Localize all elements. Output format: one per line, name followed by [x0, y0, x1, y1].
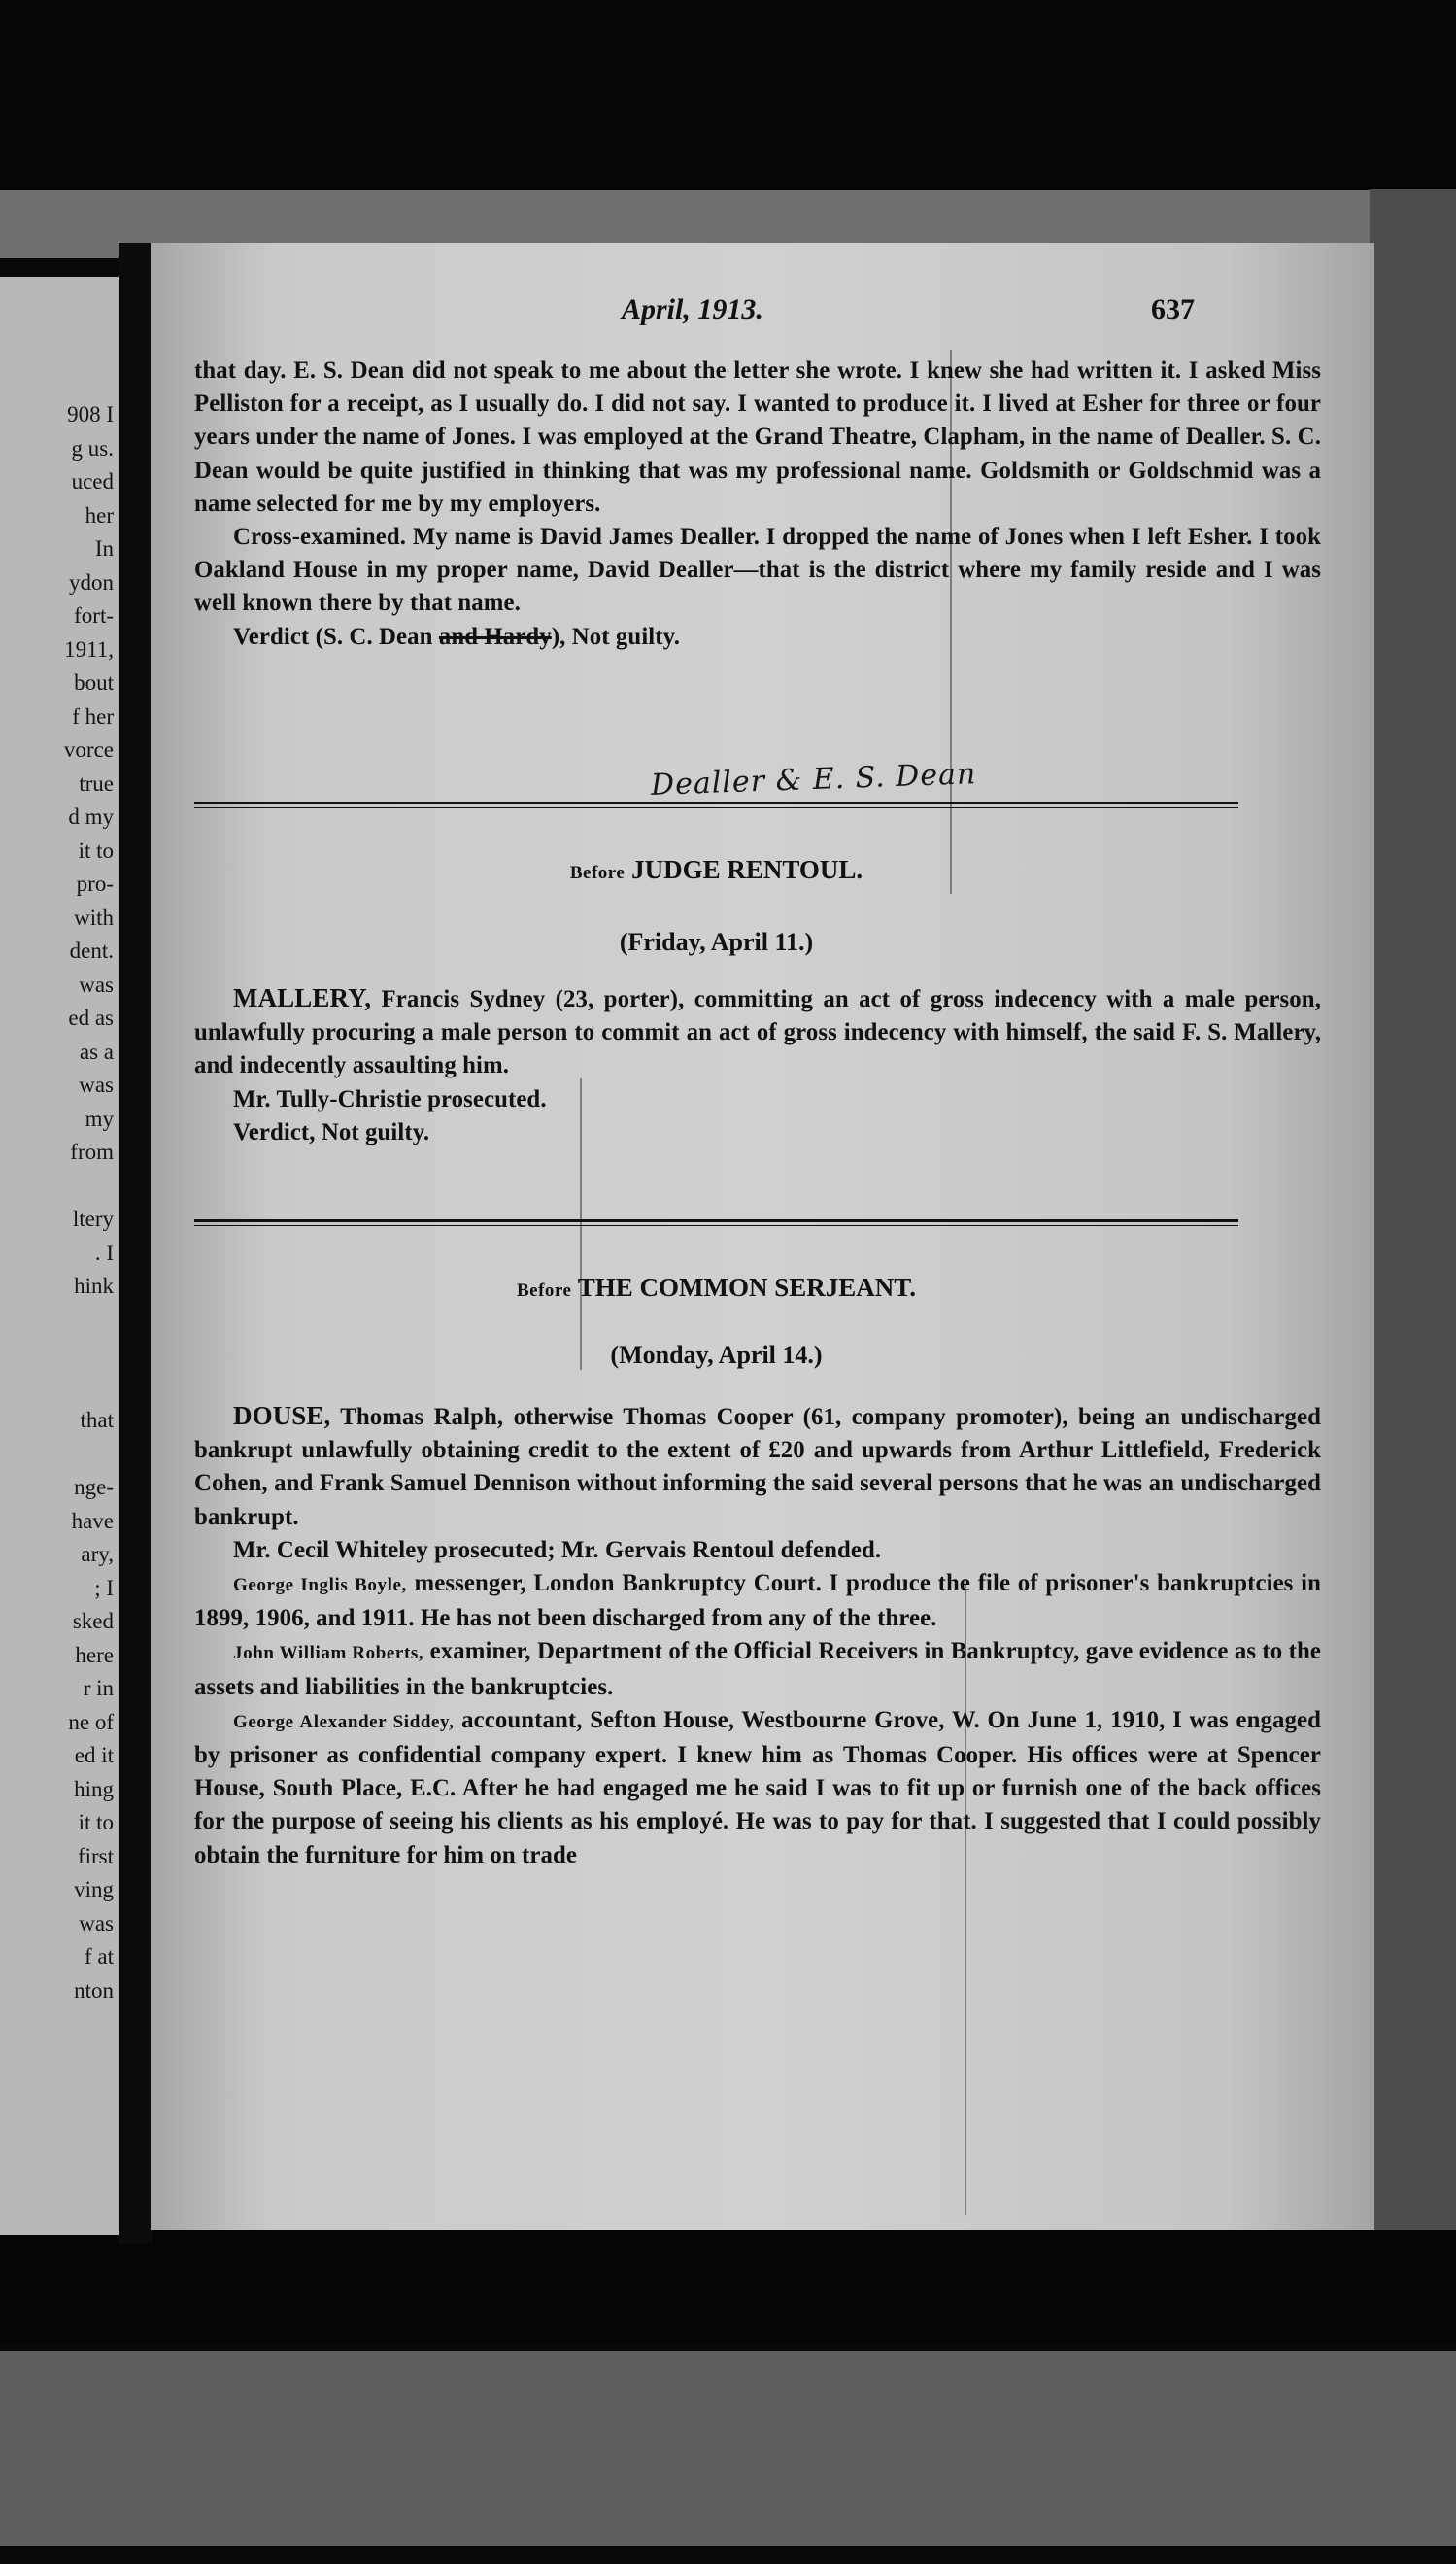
facing-page-text-fragment: my — [85, 1106, 114, 1131]
facing-page-text-fragment: ed it — [74, 1743, 114, 1767]
facing-page-text-fragment: 908 I — [67, 402, 114, 427]
indictment-paragraph: MALLERY, Francis Sydney (23, porter), committing an act of gross indecency with a male person, unlawfully procuring a male person to commit an act of gross indecency with himself, the said F. S. Mallery, and indecently assaulting him. — [194, 983, 1321, 1079]
scan-border-top — [0, 0, 1456, 204]
facing-page-text-fragment: nge- — [74, 1475, 114, 1499]
facing-page-text-fragment: pro- — [76, 872, 114, 896]
facing-page-text-fragment: ; I — [94, 1575, 114, 1600]
facing-page-text-fragment: her — [85, 502, 114, 528]
scan-border-bottom — [0, 2225, 1456, 2342]
facing-page-text-fragment: true — [79, 770, 114, 796]
facing-page-text-fragment: . I — [94, 1240, 114, 1265]
indictment-paragraph: DOUSE, Thomas Ralph, otherwise Thomas Cooper (61, company promoter), being an undischarged bankrupt unlawfully obtaining credit to the extent of £20 and upwards from Arthur Littlefield, Frederick Cohen, and Frank Samuel Dennison without informing the said several persons that he was an undischarged bankrupt. — [194, 1401, 1321, 1530]
facing-page-text-fragment: f her — [72, 703, 114, 729]
prosecution-line: Mr. Tully-Christie prosecuted. — [233, 1085, 547, 1112]
case-douse — [194, 1399, 1321, 1872]
facing-page-text-fragment: that — [80, 1408, 114, 1432]
facing-page-text-fragment: ne of — [68, 1709, 114, 1734]
facing-page-text-fragment: d my — [68, 804, 114, 829]
section-divider — [194, 1219, 1238, 1226]
court-heading: Before THE COMMON SERJEANT. — [516, 1273, 916, 1302]
facing-page-text-fragment: In — [94, 536, 114, 561]
verdict-line: Verdict, Not guilty. — [233, 1118, 430, 1145]
facing-page-text-fragment: hink — [74, 1274, 114, 1298]
section-continuation — [194, 355, 1321, 654]
facing-page-text-fragment: ydon — [69, 569, 114, 595]
facing-page-text-fragment: nton — [74, 1977, 114, 2002]
sitting-date: (Friday, April 11.) — [619, 928, 814, 956]
facing-page-text-fragment: 1911, — [64, 636, 114, 662]
witness-paragraph: George Inglis Boyle, messenger, London Bankruptcy Court. I produce the file of prisoner's bankruptcies in 1899, 1906, and 1911. He has not been discharged from any of the three. — [194, 1570, 1321, 1632]
facing-page-text-fragment: it to — [78, 1810, 114, 1834]
page-header — [151, 293, 1374, 332]
counsel-line: Mr. Cecil Whiteley prosecuted; Mr. Gervais Rentoul defended. — [233, 1536, 882, 1563]
scan-border-right — [1370, 189, 1456, 2230]
scan-border-bottom-grey — [0, 2351, 1456, 2546]
testimony-paragraph: that day. E. S. Dean did not speak to me about the letter she wrote. I knew she had written it. I asked Miss Pelliston for a receipt, as I usually do. I did not say. I wanted to produce it. I lived at Esher for three or four years under the name of Jones. I was employed at the Grand Theatre, Clapham, in the name of Dealler. S. C. Dean would be quite justified in thinking that was my professional name. Goldsmith or Goldschmid was a name selected for me by my employers. — [194, 358, 1321, 517]
facing-page-text-fragment: f at — [84, 1944, 114, 1968]
facing-page-text-fragment: as a — [79, 1039, 114, 1064]
witness-paragraph: George Alexander Siddey, accountant, Sefton House, Westbourne Grove, W. On June 1, 1910, I was engaged by prisoner as confidential company expert. I knew him as Thomas Cooper. His offices were at Spencer House, South Place, E.C. After he had engaged me he said I was to fit up or furnish one of the back offices for the purpose of seeing his clients as his employé. He was to pay for that. I suggested that I could possibly obtain the furniture for him on trade — [194, 1706, 1321, 1868]
defendant-name: DOUSE, — [233, 1401, 331, 1430]
facing-page-text-fragment: uced — [71, 469, 114, 494]
facing-page-text-fragment: first — [77, 1843, 114, 1868]
defendant-name: MALLERY, — [233, 983, 372, 1012]
struck-text: and Hardy — [438, 623, 552, 650]
page-number: 637 — [1151, 293, 1195, 325]
witness-name: John William Roberts, — [233, 1643, 424, 1664]
facing-page-text-fragment: dent. — [69, 939, 114, 963]
facing-page-text-fragment: from — [70, 1140, 114, 1164]
facing-page-text-fragment: here — [75, 1642, 114, 1667]
facing-page-text-fragment: sked — [72, 1609, 114, 1633]
section-divider — [194, 802, 1238, 808]
verdict-line: Verdict (S. C. Dean and Hardy), Not guilty. — [233, 623, 681, 650]
facing-page-text-fragment: g us. — [71, 435, 114, 461]
witness-name: George Alexander Siddey, — [233, 1711, 455, 1732]
witness-paragraph: John William Roberts, examiner, Department of the Official Receivers in Bankruptcy, gave evidence as to the assets and liabilities in the bankruptcies. — [194, 1638, 1321, 1700]
document-page — [151, 243, 1374, 2230]
facing-page-text-fragment: was — [79, 1073, 114, 1097]
facing-page-text-fragment: hing — [74, 1776, 114, 1801]
cross-examination-paragraph: Cross-examined. My name is David James Dealler. I dropped the name of Jones when I left Esher. I took Oakland House in my proper name, David Dealler—that is the district where my family reside and I was well known there by that name. — [194, 524, 1321, 617]
facing-page-text-fragment: with — [74, 905, 114, 930]
facing-page-text-fragment: ed as — [68, 1006, 114, 1030]
handwritten-annotation: Dealler & E. S. Dean — [650, 757, 977, 803]
book-spine — [119, 243, 152, 2244]
facing-page-edge — [0, 277, 121, 2235]
facing-page-text-fragment: it to — [78, 838, 114, 863]
witness-name: George Inglis Boyle, — [233, 1575, 407, 1596]
case-mallery — [194, 981, 1321, 1149]
facing-page-text-fragment: was — [79, 1910, 114, 1935]
facing-page-text-fragment: fort- — [74, 603, 114, 628]
court-heading: Before JUDGE RENTOUL. — [569, 855, 863, 884]
facing-page-text-fragment: ary, — [81, 1542, 114, 1566]
facing-page-text-fragment: ltery — [72, 1207, 114, 1231]
running-title: April, 1913. — [622, 293, 763, 325]
facing-page-text-fragment: vorce — [63, 737, 114, 762]
facing-page-text-fragment: r in — [83, 1676, 114, 1700]
facing-page-text-fragment: was — [79, 972, 114, 997]
facing-page-text-fragment: bout — [74, 670, 114, 695]
facing-page-text-fragment: have — [71, 1508, 114, 1533]
sitting-date: (Monday, April 14.) — [610, 1341, 823, 1369]
facing-page-text-fragment: ving — [74, 1877, 114, 1901]
